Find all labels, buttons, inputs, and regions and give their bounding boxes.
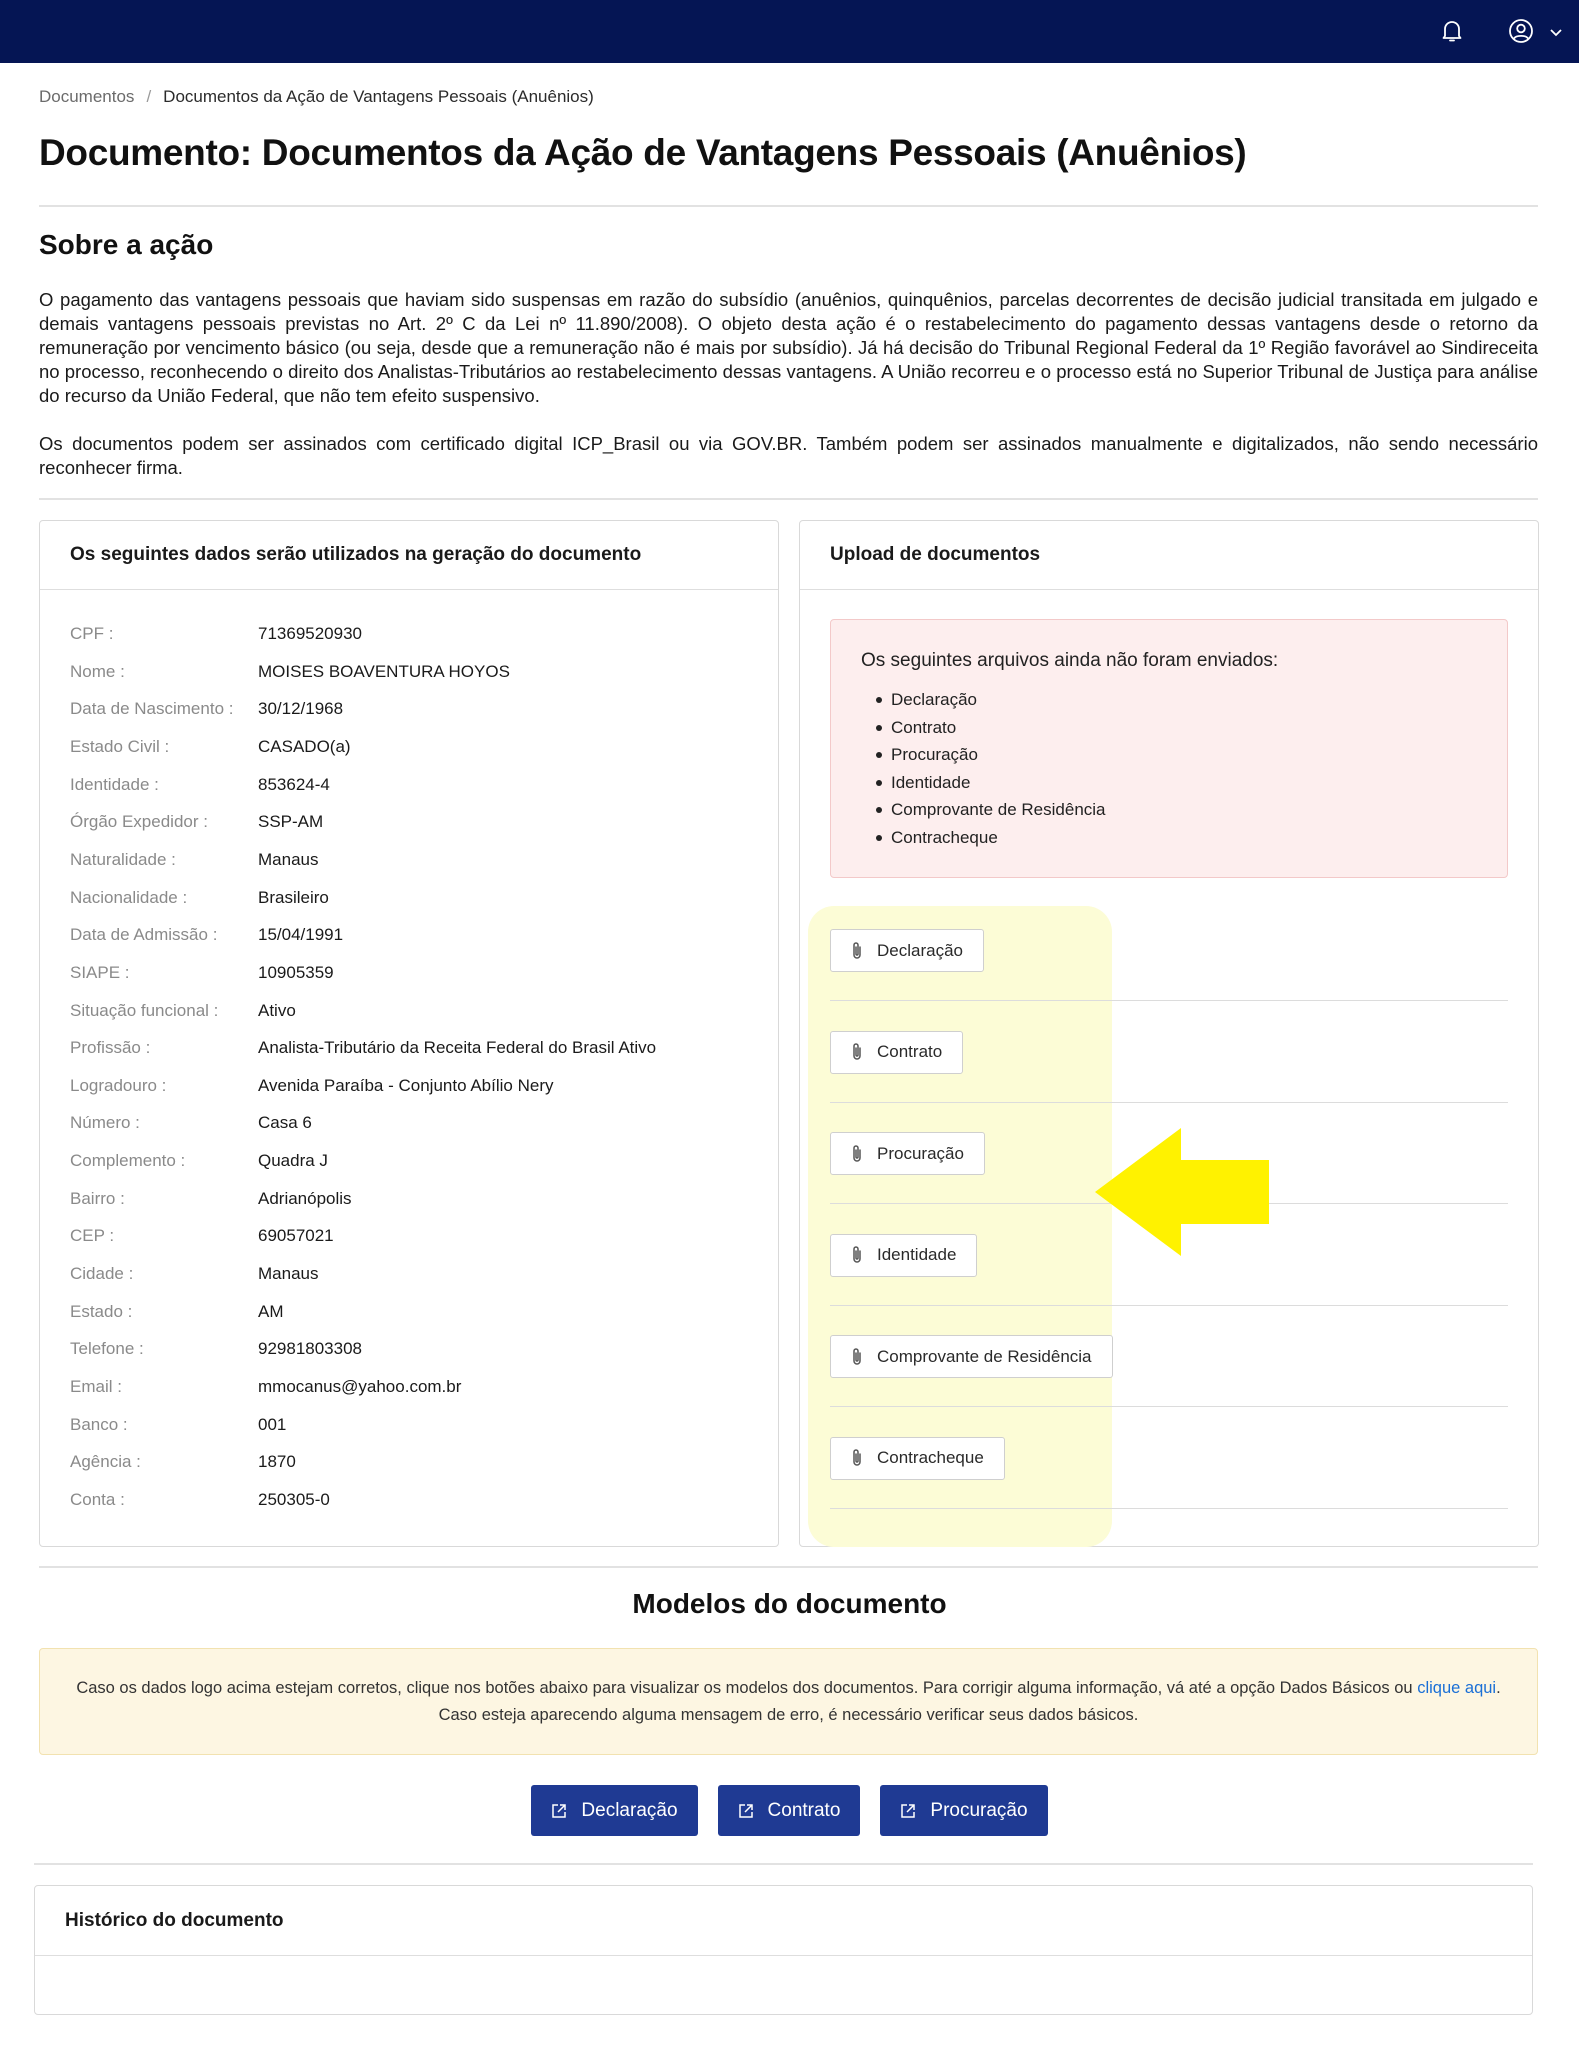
yellow-arrow-icon: [1095, 1128, 1271, 1256]
upload-button[interactable]: [830, 1437, 1005, 1480]
user-circle-icon[interactable]: [1506, 16, 1536, 46]
data-row-label: Situação funcional :: [70, 1000, 219, 1020]
data-row-label: Data de Admissão :: [70, 925, 218, 945]
data-row-label: Telefone :: [70, 1339, 144, 1359]
model-button-label: Procuração: [930, 1799, 1028, 1821]
missing-files-alert: [830, 619, 1508, 878]
data-row-label: Órgão Expedidor :: [70, 812, 208, 832]
data-row-label: Profissão :: [70, 1038, 151, 1058]
breadcrumb: [39, 87, 594, 107]
data-row-value: 250305-0: [258, 1489, 330, 1509]
upload-card-title: Upload de documentos: [800, 521, 1538, 590]
data-row-label: Data de Nascimento :: [70, 699, 234, 719]
upload-button[interactable]: [830, 1234, 977, 1277]
paperclip-icon: [851, 1042, 863, 1062]
history-title: Histórico do documento: [35, 1886, 1532, 1956]
data-row-value: Manaus: [258, 849, 319, 869]
data-row-label: Cidade :: [70, 1264, 134, 1284]
model-button[interactable]: [880, 1785, 1047, 1836]
data-row-value: 69057021: [258, 1226, 334, 1246]
data-row-value: 30/12/1968: [258, 699, 344, 719]
data-row-label: Estado Civil :: [70, 736, 170, 756]
models-notice-line-1: [76, 1675, 1500, 1702]
upload-separator: [830, 1000, 1508, 1001]
data-row-label: Conta :: [70, 1489, 125, 1509]
missing-file-item: Procuração: [861, 741, 1477, 769]
upload-separator: [830, 1406, 1508, 1407]
data-row-label: Identidade :: [70, 774, 159, 794]
data-row-value: Manaus: [258, 1264, 319, 1284]
data-row-value: SSP-AM: [258, 812, 324, 832]
missing-files-title: Os seguintes arquivos ainda não foram enviados:: [861, 650, 1279, 671]
notice-text-end: .: [1496, 1678, 1501, 1697]
divider: [39, 1566, 1538, 1568]
data-row-value: Avenida Paraíba - Conjunto Abílio Nery: [258, 1075, 554, 1095]
paperclip-icon: [851, 1245, 863, 1265]
upload-button-label: Contracheque: [877, 1448, 984, 1467]
data-card-title: Os seguintes dados serão utilizados na geração do documento: [40, 521, 778, 590]
paperclip-icon: [851, 941, 863, 961]
data-row-label: Bairro :: [70, 1188, 125, 1208]
upload-separator: [830, 1102, 1508, 1103]
about-title: Sobre a ação: [39, 229, 214, 260]
upload-button-label: Declaração: [877, 940, 963, 960]
missing-file-item: Contrato: [861, 714, 1477, 742]
data-row-label: Complemento :: [70, 1151, 186, 1171]
data-row-value: 92981803308: [258, 1339, 363, 1359]
breadcrumb-root[interactable]: Documentos: [39, 87, 135, 106]
upload-button[interactable]: [830, 1335, 1113, 1378]
upload-separator: [830, 1508, 1508, 1509]
missing-file-item: Identidade: [861, 769, 1477, 797]
data-row-label: CPF :: [70, 624, 114, 643]
model-button[interactable]: [531, 1785, 697, 1836]
external-link-icon: [900, 1803, 916, 1819]
upload-separator: [830, 1305, 1508, 1306]
divider: [34, 1863, 1533, 1865]
external-link-icon: [738, 1803, 754, 1819]
data-row-value: 1870: [258, 1452, 296, 1472]
divider: [39, 498, 1538, 500]
data-row-value: 71369520930: [258, 624, 363, 643]
paperclip-icon: [851, 1448, 863, 1468]
page-title: Documento: Documentos da Ação de Vantagens Pessoais (Anuênios): [39, 132, 1247, 173]
missing-file-item: Comprovante de Residência: [861, 796, 1477, 824]
upload-card-content: [799, 520, 1539, 1547]
upload-button-label: Identidade: [877, 1245, 957, 1264]
model-button[interactable]: [718, 1785, 861, 1836]
data-row-value: Quadra J: [258, 1151, 328, 1171]
models-notice-line-2: Caso esteja aparecendo alguma mensagem de erro, é necessário verificar seus dados básicos.: [438, 1705, 1139, 1724]
about-text: [39, 288, 1538, 480]
breadcrumb-separator: /: [146, 87, 152, 106]
model-button-label: Contrato: [767, 1799, 841, 1821]
data-row-value: 853624-4: [258, 774, 330, 794]
data-row-value: Ativo: [258, 1000, 296, 1020]
data-card: [39, 520, 779, 1547]
paperclip-icon: [851, 1144, 863, 1164]
missing-file-item: Declaração: [861, 686, 1477, 714]
data-row-value: Brasileiro: [258, 887, 329, 907]
upload-button-label: Contrato: [877, 1042, 943, 1061]
upload-button[interactable]: [830, 929, 984, 972]
external-link-icon: [551, 1803, 567, 1819]
missing-files-list: [861, 686, 1477, 851]
model-buttons: [0, 1785, 1579, 1836]
paperclip-icon: [851, 1347, 863, 1367]
data-row-label: Número :: [70, 1113, 140, 1133]
data-row-value: 001: [258, 1414, 287, 1434]
upload-button[interactable]: [830, 1031, 963, 1074]
about-paragraph-1: O pagamento das vantagens pessoais que haviam sido suspensas em razão do subsídio (anuênios, quinquênios, parcelas decorrentes de decisão judicial transitada em julgado e demais vantagens pessoais previstas no Art. 2º C da Lei nº 11.890/2008). O objeto desta ação é o restabelecimento do pagamento dessas vantagens desde o retorno da remuneração por vencimento básico (ou seja, desde que a remuneração não é mais por subsídio). Já há decisão do Tribunal Regional Federal da 1º Região favorável ao Sindireceita no processo, reconhecendo o direito dos Analistas-Tributários ao restabelecimento dessas vantagens. A União recorreu e o processo está no Superior Tribunal de Justiça para análise do recurso da União Federal, que não tem efeito suspensivo.: [39, 289, 1538, 406]
data-row-label: Nacionalidade :: [70, 887, 188, 907]
notice-text: Caso os dados logo acima estejam corretos, clique nos botões abaixo para visualizar os modelos dos documentos. Para corrigir alguma informação, vá até a opção Dados Básicos ou: [76, 1678, 1418, 1697]
model-button-label: Declaração: [581, 1799, 678, 1821]
data-row-label: Banco :: [70, 1414, 128, 1434]
data-row-label: Email :: [70, 1377, 122, 1396]
data-row-value: mmocanus@yahoo.com.br: [258, 1377, 462, 1396]
data-row-value: Adrianópolis: [258, 1188, 352, 1208]
breadcrumb-current: Documentos da Ação de Vantagens Pessoais (Anuênios): [163, 87, 594, 106]
data-row-value: Analista-Tributário da Receita Federal do Brasil Ativo: [258, 1038, 657, 1058]
data-row-label: CEP :: [70, 1226, 115, 1246]
upload-button-label: Comprovante de Residência: [877, 1346, 1092, 1366]
upload-button[interactable]: [830, 1132, 985, 1175]
data-row-label: SIAPE :: [70, 962, 130, 982]
data-row-value: AM: [258, 1301, 284, 1321]
data-row-value: CASADO(a): [258, 736, 351, 756]
data-row-value: 10905359: [258, 962, 334, 982]
data-row-label: Naturalidade :: [70, 849, 176, 869]
data-row-value: Casa 6: [258, 1113, 312, 1133]
data-row-value: 15/04/1991: [258, 925, 344, 945]
models-notice: [39, 1648, 1538, 1755]
bell-icon[interactable]: [1437, 16, 1467, 46]
divider: [39, 205, 1538, 207]
about-paragraph-2: Os documentos podem ser assinados com certificado digital ICP_Brasil ou via GOV.BR. Também podem ser assinados manualmente e digitalizados, não sendo necessário reconhecer firma.: [39, 433, 1538, 478]
data-row-value: MOISES BOAVENTURA HOYOS: [258, 661, 510, 681]
history-card: [34, 1885, 1533, 2015]
data-row-label: Estado :: [70, 1301, 133, 1321]
models-title: Modelos do documento: [632, 1588, 947, 1619]
data-row-label: Nome :: [70, 661, 125, 681]
chevron-down-icon[interactable]: [1546, 22, 1566, 42]
top-navbar: [0, 0, 1579, 63]
click-here-link[interactable]: clique aqui: [1417, 1678, 1497, 1697]
data-row-label: Agência :: [70, 1452, 141, 1472]
missing-file-item: Contracheque: [861, 824, 1477, 852]
upload-button-label: Procuração: [877, 1143, 964, 1163]
data-row-label: Logradouro :: [70, 1075, 167, 1095]
